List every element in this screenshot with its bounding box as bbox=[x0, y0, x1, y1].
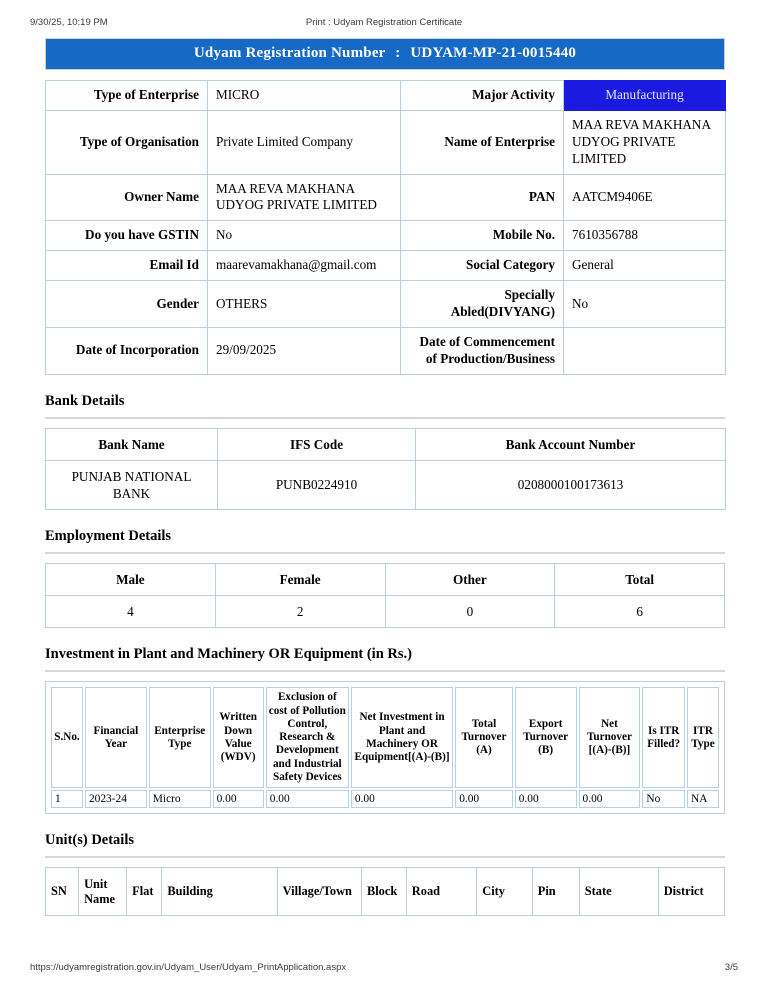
field-value: 29/09/2025 bbox=[208, 327, 401, 374]
column-header: Total Turnover (A) bbox=[455, 687, 513, 788]
enterprise-details-row bbox=[46, 174, 726, 221]
investment-cell: NA bbox=[687, 790, 719, 808]
column-header: Net Turnover [(A)-(B)] bbox=[579, 687, 641, 788]
major-activity-value[interactable]: Manufacturing bbox=[564, 81, 726, 111]
employment-cell: 2 bbox=[215, 596, 385, 628]
field-value: 7610356788 bbox=[564, 221, 726, 251]
unit-details-heading: Unit(s) Details bbox=[45, 832, 135, 848]
bank-cell: PUNJAB NATIONAL BANK bbox=[46, 460, 218, 509]
column-header: SN bbox=[46, 868, 79, 916]
field-value: MAA REVA MAKHANA UDYOG PRIVATE LIMITED bbox=[208, 174, 401, 221]
column-header: IFS Code bbox=[218, 428, 416, 460]
column-header: Is ITR Filled? bbox=[642, 687, 685, 788]
investment-details-table bbox=[49, 685, 721, 810]
field-value: MICRO bbox=[208, 81, 401, 111]
field-label: Type of Enterprise bbox=[46, 81, 208, 111]
investment-cell: 0.00 bbox=[213, 790, 264, 808]
column-header: State bbox=[579, 868, 658, 916]
column-header: Village/Town bbox=[277, 868, 361, 916]
employment-details-rule bbox=[45, 552, 725, 554]
field-label: Do you have GSTIN bbox=[46, 221, 208, 251]
print-timestamp: 9/30/25, 10:19 PM bbox=[30, 17, 108, 28]
enterprise-details-row bbox=[46, 81, 726, 111]
enterprise-details-row bbox=[46, 251, 726, 281]
unit-details-header-row bbox=[46, 868, 725, 916]
field-label: PAN bbox=[401, 174, 564, 221]
investment-details-wrapper bbox=[45, 681, 725, 814]
employment-details-body bbox=[46, 596, 725, 628]
column-header: Road bbox=[406, 868, 476, 916]
investment-cell: 0.00 bbox=[579, 790, 641, 808]
column-header: Other bbox=[385, 564, 555, 596]
field-label: Date of Incorporation bbox=[46, 327, 208, 374]
table-row bbox=[46, 596, 725, 628]
column-header: District bbox=[658, 868, 724, 916]
bank-cell: PUNB0224910 bbox=[218, 460, 416, 509]
field-value bbox=[564, 327, 726, 374]
bank-details-heading: Bank Details bbox=[45, 392, 125, 409]
field-value: OTHERS bbox=[208, 281, 401, 328]
enterprise-details-row bbox=[46, 221, 726, 251]
column-header: Exclusion of cost of Pollution Control, Research & Development and Industrial Safety Devices bbox=[266, 687, 349, 788]
column-header: Net Investment in Plant and Machinery OR Equipment[(A)-(B)] bbox=[351, 687, 453, 788]
udyam-number-label: Udyam Registration Number bbox=[193, 45, 386, 61]
investment-cell: 2023-24 bbox=[85, 790, 147, 808]
investment-cell: 0.00 bbox=[266, 790, 349, 808]
column-header: Flat bbox=[127, 868, 162, 916]
udyam-number-value: UDYAM-MP-21-0015440 bbox=[410, 45, 577, 61]
field-value: AATCM9406E bbox=[564, 174, 726, 221]
column-header: Building bbox=[162, 868, 277, 916]
column-header: Enterprise Type bbox=[149, 687, 211, 788]
field-label: Date of Commencement of Production/Business bbox=[401, 327, 564, 374]
column-header: Unit Name bbox=[79, 868, 127, 916]
bank-details-body bbox=[46, 460, 726, 509]
column-header: Pin bbox=[532, 868, 579, 916]
field-value: maarevamakhana@gmail.com bbox=[208, 251, 401, 281]
investment-cell: 1 bbox=[51, 790, 83, 808]
column-header: ITR Type bbox=[687, 687, 719, 788]
column-header: Bank Account Number bbox=[416, 428, 726, 460]
investment-details-heading: Investment in Plant and Machinery OR Equipment (in Rs.) bbox=[45, 646, 412, 663]
employment-cell: 6 bbox=[555, 596, 725, 628]
employment-cell: 0 bbox=[385, 596, 555, 628]
bank-details-header-row bbox=[46, 428, 726, 460]
column-header: Financial Year bbox=[85, 687, 147, 788]
field-label: Name of Enterprise bbox=[401, 110, 564, 174]
print-page-number: 3/5 bbox=[724, 962, 738, 973]
table-row bbox=[51, 790, 719, 808]
employment-details-header-row bbox=[46, 564, 725, 596]
column-header: Total bbox=[555, 564, 725, 596]
print-source-url: https://udyamregistration.gov.in/Udyam_User/Udyam_PrintApplication.aspx bbox=[30, 962, 347, 973]
enterprise-details-row bbox=[46, 327, 726, 374]
column-header: Export Turnover (B) bbox=[515, 687, 577, 788]
investment-cell: 0.00 bbox=[351, 790, 453, 808]
column-header: Female bbox=[215, 564, 385, 596]
column-header: Block bbox=[361, 868, 406, 916]
field-label: Mobile No. bbox=[401, 221, 564, 251]
investment-details-header-row bbox=[51, 687, 719, 788]
enterprise-details-table bbox=[45, 80, 726, 375]
employment-details-heading: Employment Details bbox=[45, 528, 172, 545]
employment-cell: 4 bbox=[46, 596, 216, 628]
enterprise-details-row bbox=[46, 110, 726, 174]
investment-details-rule bbox=[45, 670, 725, 672]
column-header: Written Down Value (WDV) bbox=[213, 687, 264, 788]
bank-cell: 0208000100173613 bbox=[416, 460, 726, 509]
investment-cell: 0.00 bbox=[455, 790, 513, 808]
field-value: MAA REVA MAKHANA UDYOG PRIVATE LIMITED bbox=[564, 110, 726, 174]
print-doc-title: Print : Udyam Registration Certificate bbox=[305, 17, 463, 28]
investment-cell: No bbox=[642, 790, 685, 808]
unit-details-rule bbox=[45, 856, 725, 858]
investment-cell: 0.00 bbox=[515, 790, 577, 808]
field-value: No bbox=[208, 221, 401, 251]
bank-details-table bbox=[45, 428, 726, 510]
field-label: Social Category bbox=[401, 251, 564, 281]
udyam-number-separator: : bbox=[395, 45, 401, 61]
investment-cell: Micro bbox=[149, 790, 211, 808]
field-value: Private Limited Company bbox=[208, 110, 401, 174]
column-header: Bank Name bbox=[46, 428, 218, 460]
field-label: Type of Organisation bbox=[46, 110, 208, 174]
field-label: Email Id bbox=[46, 251, 208, 281]
field-value: General bbox=[564, 251, 726, 281]
enterprise-details-row bbox=[46, 281, 726, 328]
udyam-registration-number-bar bbox=[45, 38, 725, 70]
field-label: Owner Name bbox=[46, 174, 208, 221]
unit-details-table bbox=[45, 867, 725, 916]
table-row bbox=[46, 460, 726, 509]
column-header: S.No. bbox=[51, 687, 83, 788]
bank-details-rule bbox=[45, 417, 725, 419]
certificate-page bbox=[45, 38, 725, 916]
field-label: Gender bbox=[46, 281, 208, 328]
column-header: Male bbox=[46, 564, 216, 596]
field-label: Specially Abled(DIVYANG) bbox=[401, 281, 564, 328]
employment-details-table bbox=[45, 563, 725, 628]
field-label: Major Activity bbox=[401, 81, 564, 111]
column-header: City bbox=[477, 868, 533, 916]
investment-details-body bbox=[51, 790, 719, 808]
enterprise-details-body bbox=[46, 81, 726, 375]
field-value: No bbox=[564, 281, 726, 328]
